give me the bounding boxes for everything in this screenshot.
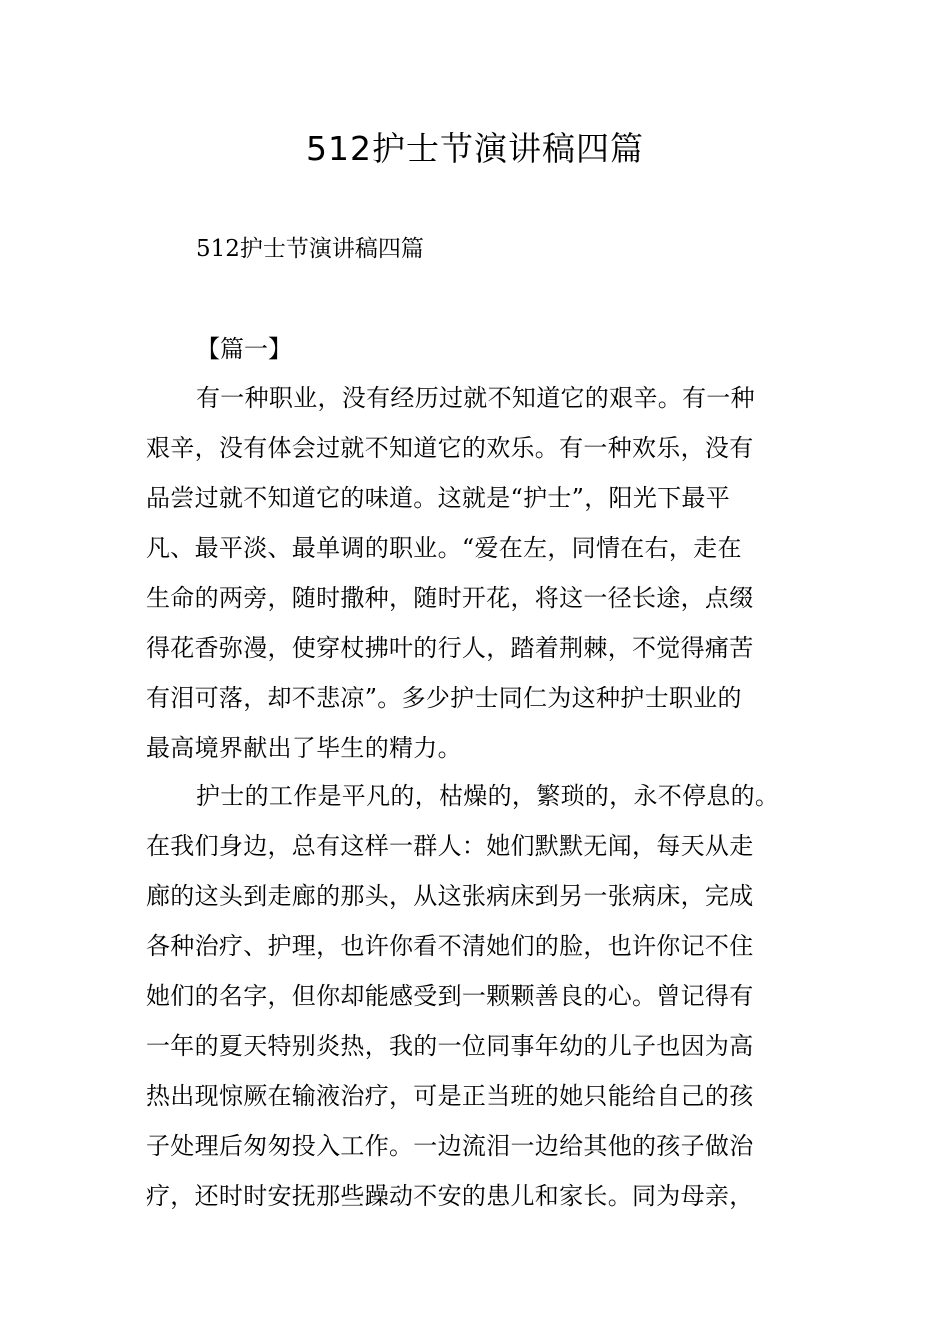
paragraph-line: 生命的两旁，随时撒种，随时开花，将这一径长途，点缀 xyxy=(146,584,754,612)
paragraph-line: 艰辛，没有体会过就不知道它的欢乐。有一种欢乐，没有 xyxy=(146,434,754,462)
paragraph-line: 品尝过就不知道它的味道。这就是“护士”，阳光下最平 xyxy=(146,484,731,512)
paragraph-line: 最高境界献出了毕生的精力。 xyxy=(146,734,462,762)
paragraph-line: 有一种职业，没有经历过就不知道它的艰辛。有一种 xyxy=(196,384,755,412)
paragraph-line: 子处理后匆匆投入工作。一边流泪一边给其他的孩子做治 xyxy=(146,1132,754,1160)
paragraph-line: 廊的这头到走廊的那头，从这张病床到另一张病床，完成 xyxy=(146,882,754,910)
document-subtitle: 512护士节演讲稿四篇 xyxy=(196,236,424,262)
paragraph-line: 得花香弥漫，使穿杖拂叶的行人，踏着荆棘，不觉得痛苦 xyxy=(146,634,754,662)
document-title: 512护士节演讲稿四篇 xyxy=(306,129,644,168)
paragraph-line: 疗，还时时安抚那些躁动不安的患儿和家长。同为母亲， xyxy=(146,1182,754,1210)
paragraph-line: 凡、最平淡、最单调的职业。“爱在左，同情在右，走在 xyxy=(146,534,742,562)
paragraph-line: 她们的名字，但你却能感受到一颗颗善良的心。曾记得有 xyxy=(146,982,754,1010)
paragraph-line: 在我们身边，总有这样一群人：她们默默无闻，每天从走 xyxy=(146,832,754,860)
paragraph-1 xyxy=(146,373,826,773)
paragraph-line: 热出现惊厥在输液治疗，可是正当班的她只能给自己的孩 xyxy=(146,1082,754,1110)
paragraph-2 xyxy=(146,771,826,1221)
paragraph-line: 各种治疗、护理，也许你看不清她们的脸，也许你记不住 xyxy=(146,932,754,960)
paragraph-line: 一年的夏天特别炎热，我的一位同事年幼的儿子也因为高 xyxy=(146,1032,754,1060)
paragraph-line: 有泪可落，却不悲凉”。多少护士同仁为这种护士职业的 xyxy=(146,684,742,712)
section-heading: 【篇一】 xyxy=(196,335,292,363)
paragraph-line: 护士的工作是平凡的，枯燥的，繁琐的，永不停息的。 xyxy=(196,782,780,810)
